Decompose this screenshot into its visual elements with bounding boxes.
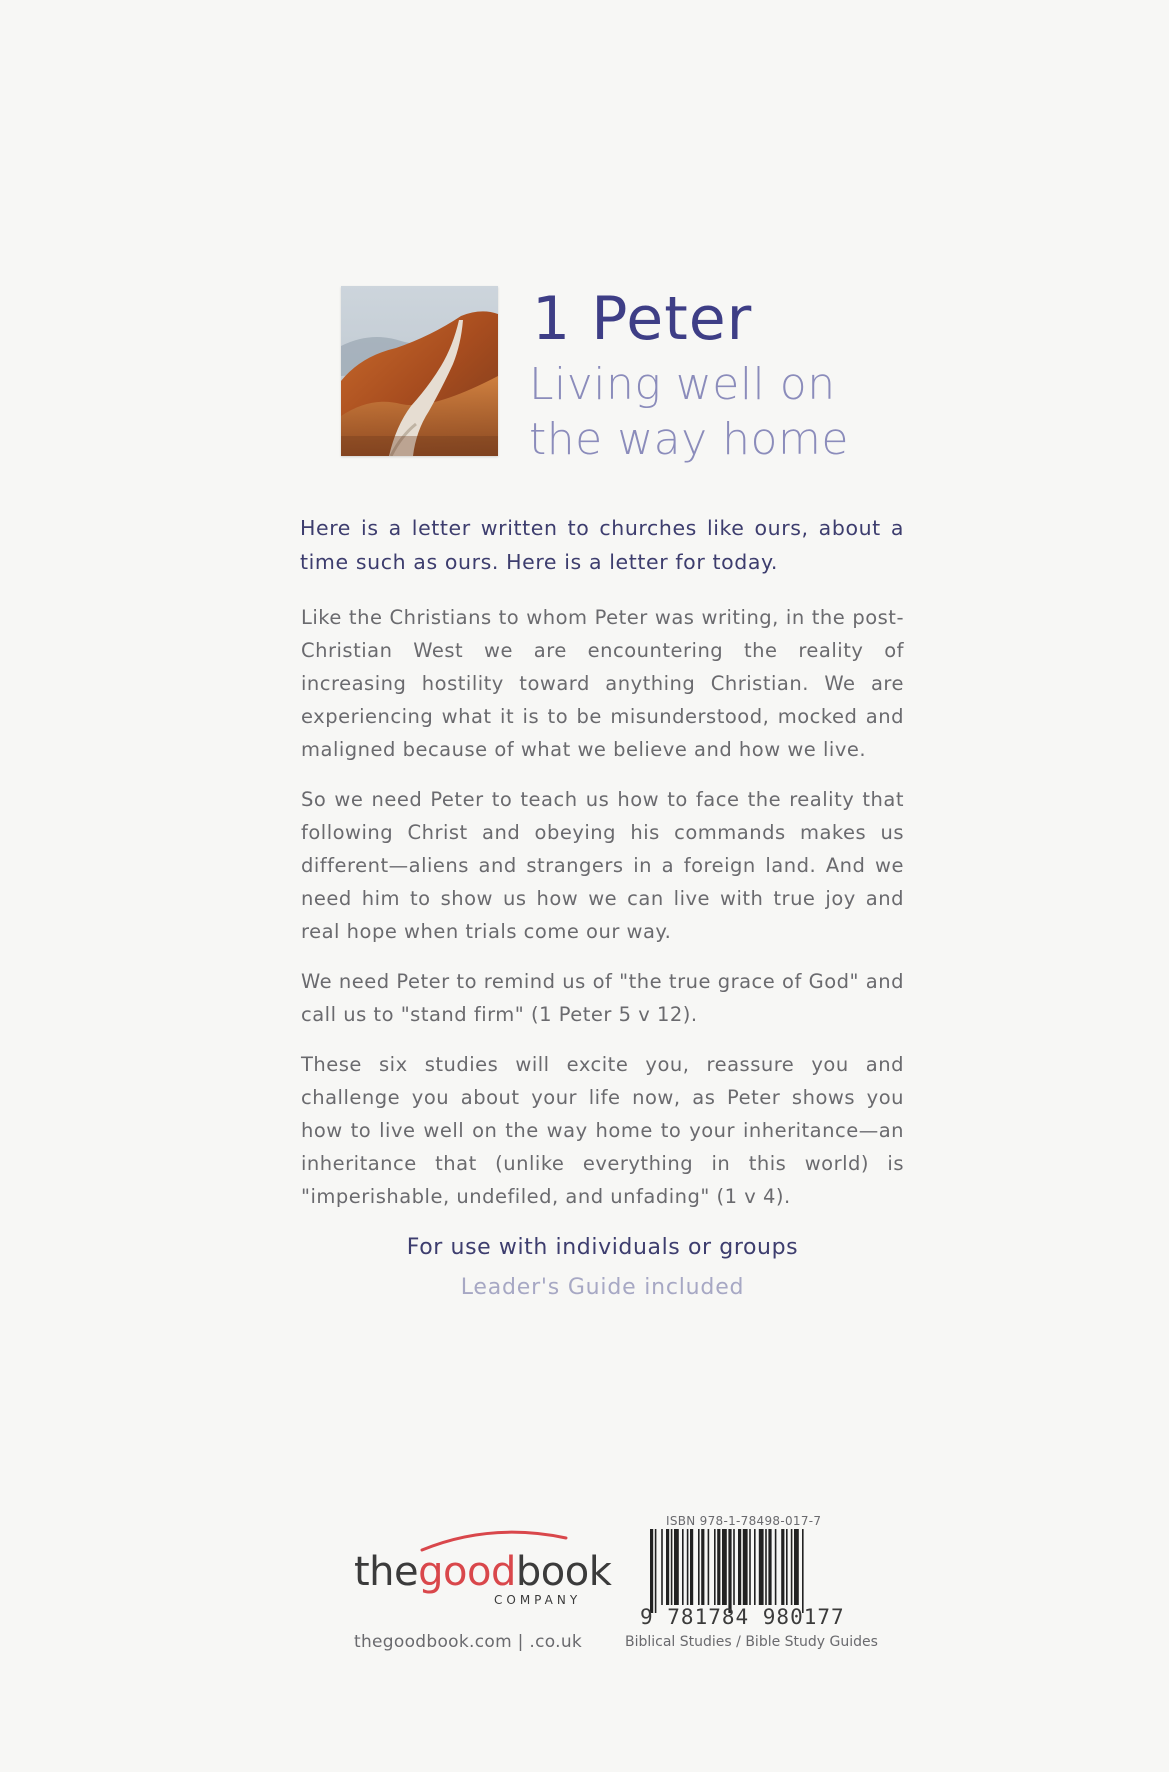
- book-subtitle: Living well on the way home: [529, 359, 849, 465]
- barcode-bar: [674, 1529, 679, 1605]
- barcode-bar: [661, 1529, 663, 1605]
- description-paragraph: We need Peter to remind us of "the true grace of God" and call us to "stand firm" (1 Peter 5 v 12).: [301, 970, 904, 1026]
- barcode-bar: [802, 1529, 804, 1613]
- barcode-bar: [794, 1529, 799, 1605]
- barcode-bar: [786, 1529, 788, 1605]
- publisher-logo: [354, 1528, 612, 1608]
- barcode-bar: [791, 1529, 793, 1605]
- publisher-website: thegoodbook.com | .co.uk: [354, 1632, 583, 1652]
- barcode-bar: [714, 1529, 716, 1605]
- barcode-bar: [749, 1529, 751, 1605]
- description-body: [301, 601, 904, 1230]
- hillside-path-image: [341, 286, 498, 456]
- isbn-number: ISBN 978-1-78498-017-7: [666, 1514, 822, 1528]
- logo-the: the: [354, 1549, 419, 1595]
- barcode-digits: 9 781784 980177: [640, 1605, 845, 1629]
- barcode-bar: [655, 1529, 657, 1613]
- barcode-bar: [722, 1529, 727, 1605]
- barcode-bar: [698, 1529, 700, 1605]
- logo-wordmark: [354, 1550, 611, 1594]
- barcode-bar: [708, 1529, 710, 1605]
- book-category: Biblical Studies / Bible Study Guides: [625, 1634, 878, 1650]
- barcode-bar: [738, 1529, 741, 1605]
- barcode-bar: [701, 1529, 704, 1605]
- barcode-bar: [733, 1529, 735, 1605]
- barcode-bar: [671, 1529, 673, 1605]
- barcode-bar: [743, 1529, 748, 1605]
- logo-good: good: [418, 1549, 516, 1595]
- barcode-bar: [768, 1529, 771, 1605]
- barcode-bar: [754, 1529, 756, 1605]
- barcode-bar: [765, 1529, 767, 1605]
- barcode-bar: [690, 1529, 693, 1605]
- leaders-guide-note: Leader's Guide included: [460, 1275, 745, 1300]
- description-paragraph: These six studies will excite you, reassure you and challenge you about your life now, as Peter shows you how to live well on the way home to your inheritance—an inheritance that (unlike everything in this world) is "imperishable, undefiled, and unfading" (1 v 4).: [301, 1053, 904, 1208]
- barcode-bar: [650, 1529, 653, 1613]
- barcode-bar: [687, 1529, 689, 1605]
- barcode-bar: [728, 1529, 731, 1613]
- lead-paragraph: Here is a letter written to churches like ours, about a time such as ours. Here is a letter for today.: [300, 516, 904, 574]
- logo-company: COMPANY: [494, 1593, 582, 1607]
- barcode-bar: [717, 1529, 720, 1605]
- barcode-bar: [666, 1529, 669, 1605]
- barcode-bar: [682, 1529, 684, 1605]
- usage-note: For use with individuals or groups: [406, 1235, 799, 1260]
- description-paragraph: So we need Peter to teach us how to face the reality that following Christ and obeying his commands makes us different—aliens and strangers in a foreign land. And we need him to show us how we can live with true joy and real hope when trials come our way.: [301, 788, 904, 943]
- book-title: 1 Peter: [532, 284, 753, 354]
- cover-photo: [341, 286, 498, 456]
- barcode-bar: [775, 1529, 777, 1605]
- barcode-bar: [781, 1529, 784, 1605]
- barcode-bar: [759, 1529, 764, 1605]
- logo-book: book: [515, 1549, 612, 1595]
- description-paragraph: Like the Christians to whom Peter was writing, in the post-Christian West we are encountering the reality of increasing hostility toward anything Christian. We are experiencing what it is to be misunderstood, mocked and maligned because of what we believe and how we live.: [301, 606, 904, 761]
